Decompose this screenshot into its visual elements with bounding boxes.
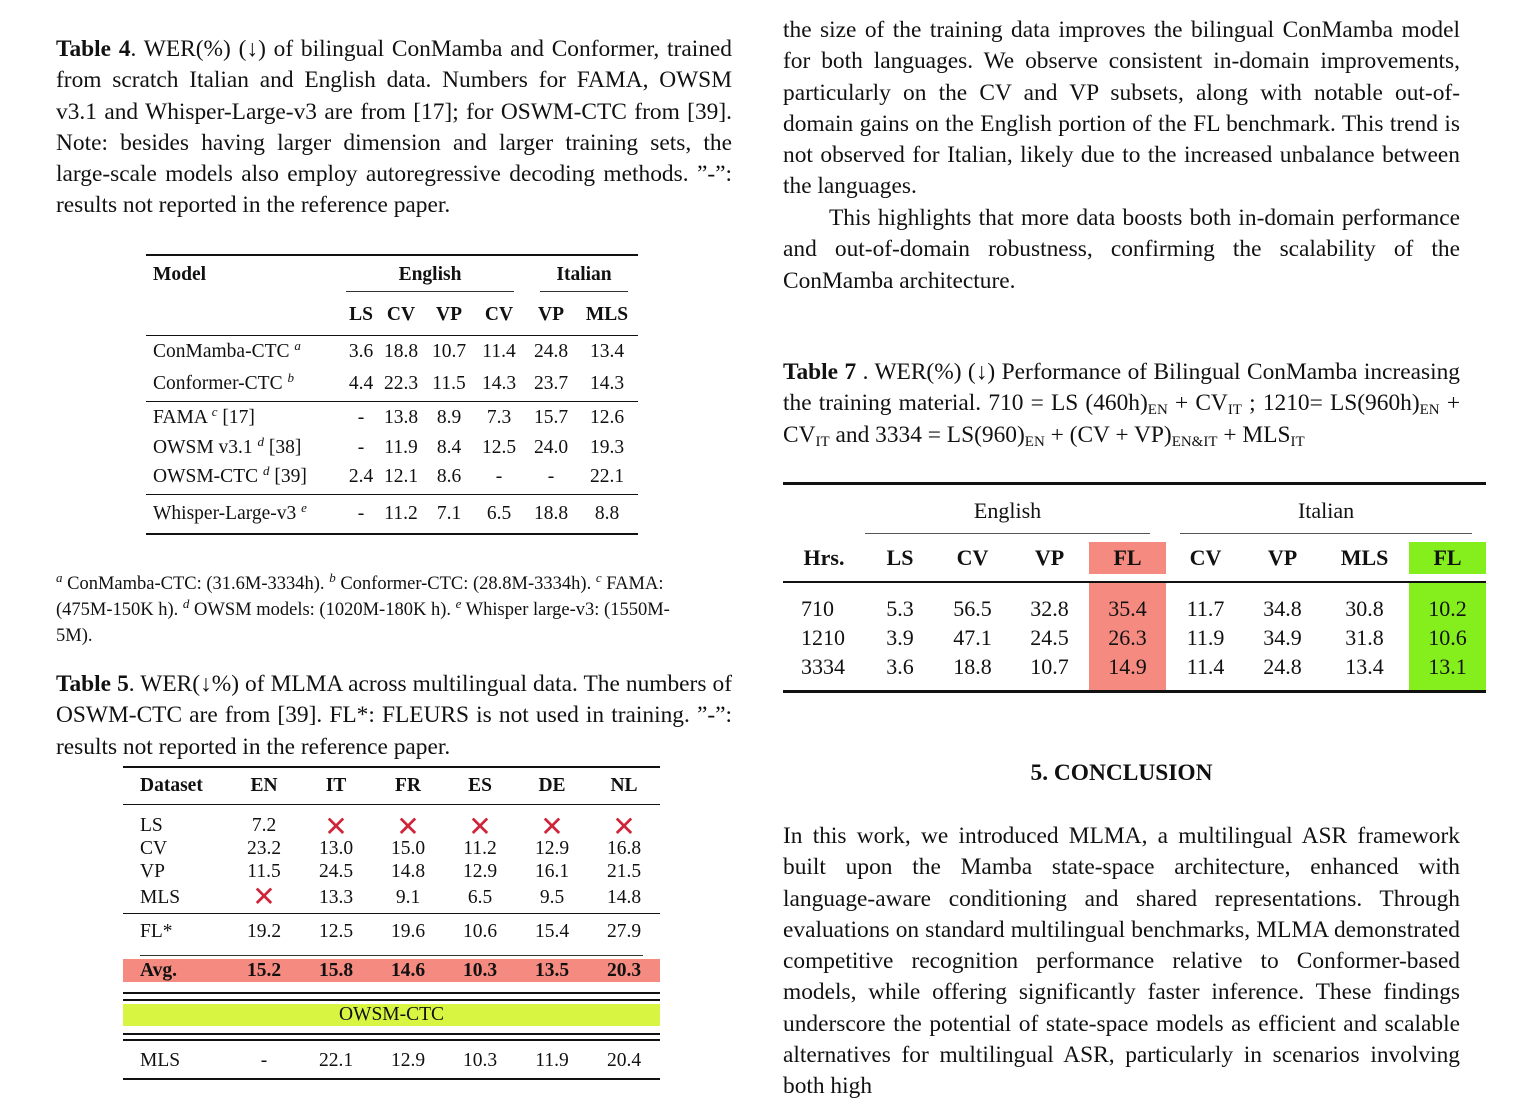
cell-value: 22.1 bbox=[589, 466, 625, 488]
cell-value: 16.1 bbox=[534, 860, 570, 882]
cell-value: 15.0 bbox=[390, 837, 426, 859]
column-header: MLS bbox=[585, 303, 629, 325]
divider bbox=[123, 982, 660, 1004]
column-header-model: Model bbox=[153, 264, 207, 285]
cell-value: 14.3 bbox=[481, 373, 517, 395]
footnote-mark: e bbox=[455, 596, 462, 611]
subscript: IT bbox=[1290, 433, 1305, 450]
cell-value: 23.7 bbox=[533, 373, 569, 395]
table4-label: Table 4 bbox=[56, 36, 131, 62]
subscript: EN bbox=[1024, 433, 1045, 450]
table-row bbox=[783, 622, 1486, 654]
cell-value: 13.4 bbox=[1345, 653, 1384, 679]
cell-value: 4.4 bbox=[348, 373, 374, 395]
cell-value: 24.8 bbox=[533, 340, 569, 362]
table4-footnotes bbox=[56, 571, 696, 649]
column-header: VP bbox=[1034, 544, 1065, 570]
subscript: EN bbox=[1147, 402, 1168, 419]
cell-value: 14.3 bbox=[589, 373, 625, 395]
caption-text: ; 1210= LS(960h) bbox=[1241, 390, 1420, 417]
caption-text: + CV bbox=[783, 390, 1461, 448]
table-row bbox=[783, 582, 1486, 622]
cell-value: 12.6 bbox=[589, 406, 625, 428]
cell-value: 24.5 bbox=[1030, 624, 1069, 650]
results-paragraph: the size of the training data improves the bilingual ConMamba model for both languages. We observe consistent in-domain improvements, particularly on the CV and VP subsets, along with notable out-of-domain gains on the English portion of the FL benchmark. This trend is not observed for Italian, likely due to the increased unbalance between the languages. bbox=[783, 17, 1460, 200]
footnote-text: Conformer-CTC: (28.8M-3334h). bbox=[335, 574, 596, 594]
column-header: FL bbox=[1089, 542, 1166, 574]
cell-value: 18.8 bbox=[383, 340, 419, 362]
cell-value: 3.9 bbox=[886, 624, 914, 650]
fl-row bbox=[123, 913, 660, 951]
column-header: CV bbox=[386, 303, 416, 325]
cell-value: 18.8 bbox=[953, 653, 992, 679]
subheader-row bbox=[146, 295, 638, 335]
double-rule bbox=[123, 1026, 660, 1043]
cell-value: 30.8 bbox=[1345, 595, 1384, 621]
model-name bbox=[146, 335, 346, 368]
column-header: VP bbox=[1267, 544, 1298, 570]
caption-text: . WER(%) (↓) Performance of Bilingual ConMamba increasing the training material. 710 = LS (460h) bbox=[783, 359, 1460, 417]
cell-value: 10.6 bbox=[1409, 622, 1486, 654]
cell-value: 13.3 bbox=[318, 886, 354, 908]
cell-value: 6.5 bbox=[467, 886, 493, 908]
scalability-paragraph: This highlights that more data boosts both in-domain performance and out-of-domain robustness, confirming the scalability of the ConMamba architecture. bbox=[783, 205, 1460, 294]
conclusion-paragraph: In this work, we introduced MLMA, a multilingual ASR framework built upon the Mamba state-space architecture, enhanced with language-aware conditioning and shared representations. Through evaluations on standard multilingual benchmarks, MLMA demonstrated competitive recognition performance relative to Conformer-based models, while offering significantly faster inference. These findings underscore the potential of state-space models as efficient and scalable alternatives for multilingual ASR, particularly in scenarios involving both high bbox=[783, 823, 1460, 1100]
footnote-text: OWSM models: (1020M-180K h). bbox=[189, 600, 456, 620]
model-label: FAMA bbox=[153, 406, 207, 428]
cell-value: 15.8 bbox=[318, 959, 354, 981]
conclusion-heading: 5. CONCLUSION bbox=[1030, 760, 1213, 786]
cell-value: 24.5 bbox=[318, 860, 354, 882]
cell-value: 11.4 bbox=[482, 340, 516, 362]
caption-text: + CV bbox=[1167, 390, 1228, 417]
cell-value: 6.5 bbox=[486, 502, 512, 524]
caption-text: + MLS bbox=[1217, 421, 1291, 448]
cell-value: 11.9 bbox=[1186, 624, 1225, 650]
table-row bbox=[146, 368, 638, 401]
column-header: FL bbox=[1409, 542, 1486, 574]
column-header: Dataset bbox=[140, 774, 203, 796]
cell-value: 3.6 bbox=[886, 653, 914, 679]
cross-icon: ✕ bbox=[540, 812, 564, 843]
cell-value: 5.3 bbox=[886, 595, 914, 621]
column-header: MLS bbox=[1340, 544, 1389, 570]
cell-value: 10.6 bbox=[462, 921, 498, 943]
cell-value: 14.8 bbox=[390, 860, 426, 882]
dataset-name: MLS bbox=[140, 1049, 181, 1071]
footnote-mark: b bbox=[329, 570, 336, 585]
subscript: EN&IT bbox=[1171, 433, 1218, 450]
cell-value: 9.5 bbox=[539, 886, 565, 908]
header-row bbox=[146, 255, 638, 295]
column-header: NL bbox=[610, 774, 638, 796]
cell-value: 20.4 bbox=[606, 1049, 642, 1071]
column-header: ES bbox=[468, 774, 492, 796]
divider bbox=[123, 1026, 660, 1043]
owsm-row bbox=[123, 1043, 660, 1079]
cell-value: 19.3 bbox=[589, 436, 625, 458]
cross-icon: ✕ bbox=[252, 881, 276, 913]
cell-value: 12.5 bbox=[481, 436, 517, 458]
footnote-mark: b bbox=[287, 370, 294, 386]
cell-value: - bbox=[260, 1049, 268, 1071]
table-row bbox=[123, 860, 660, 883]
cell-value: 12.5 bbox=[318, 921, 354, 943]
footnote-text: ConMamba-CTC: (31.6M-3334h). bbox=[62, 574, 330, 594]
spacer bbox=[783, 574, 1486, 582]
hours-value: 3334 bbox=[801, 653, 845, 679]
cell-value: 10.3 bbox=[462, 1049, 498, 1071]
table7-caption bbox=[783, 357, 1460, 451]
cell-value: - bbox=[357, 436, 365, 458]
table-row bbox=[123, 804, 660, 837]
model-label: ConMamba-CTC bbox=[153, 340, 290, 362]
cell-value: 8.6 bbox=[436, 466, 462, 488]
group-header-english: English bbox=[865, 484, 1166, 534]
table-row bbox=[146, 434, 638, 461]
cell-value: 22.3 bbox=[383, 373, 419, 395]
cell-value: 12.1 bbox=[383, 466, 419, 488]
spacer-row bbox=[783, 574, 1486, 582]
table-row bbox=[783, 654, 1486, 692]
footnote-text: FAMA: (475M-150K h). bbox=[56, 574, 664, 620]
group-header-english: English bbox=[376, 255, 526, 295]
cell-value: 11.9 bbox=[535, 1049, 569, 1071]
cell-value: 11.5 bbox=[432, 373, 466, 395]
cross-icon: ✕ bbox=[396, 812, 420, 843]
footnote-mark: c bbox=[211, 403, 218, 419]
table7 bbox=[783, 482, 1486, 693]
cell-value: 2.4 bbox=[348, 466, 374, 488]
cell-value: 34.9 bbox=[1263, 624, 1302, 650]
cell-value: 13.1 bbox=[1409, 654, 1486, 692]
cell-value: 22.1 bbox=[318, 1049, 354, 1071]
table5-caption-text: . WER(↓%) of MLMA across multilingual data. The numbers of OSWM-CTC are from [39]. FL*: FLEURS is not used in training. ”-”: results not reported in the reference paper. bbox=[56, 671, 732, 760]
cell-value: 32.8 bbox=[1030, 595, 1069, 621]
table-row bbox=[146, 335, 638, 368]
cell-value: 26.3 bbox=[1089, 622, 1166, 654]
cell-value: 21.5 bbox=[606, 860, 642, 882]
cell-value: 11.4 bbox=[1186, 653, 1225, 679]
cross-icon: ✕ bbox=[324, 812, 348, 843]
model-name bbox=[146, 368, 346, 401]
table-row bbox=[123, 883, 660, 913]
cell-value: - bbox=[357, 406, 365, 428]
dataset-name: CV bbox=[140, 837, 168, 859]
model-label: OWSM-CTC bbox=[153, 466, 259, 488]
cell-value: 24.0 bbox=[533, 436, 569, 458]
cell-value: 19.6 bbox=[390, 921, 426, 943]
cell-value: 7.2 bbox=[251, 815, 277, 836]
group-header-row bbox=[783, 484, 1486, 534]
separator bbox=[123, 951, 660, 959]
cell-value: 18.8 bbox=[533, 502, 569, 524]
column-header: LS bbox=[886, 544, 914, 570]
spacer-row bbox=[783, 534, 1486, 542]
section-label: OWSM-CTC bbox=[338, 1004, 445, 1025]
subscript: IT bbox=[1227, 402, 1242, 419]
cell-value: 34.8 bbox=[1263, 595, 1302, 621]
footnote-mark: a bbox=[56, 570, 63, 585]
cell-value: 3.6 bbox=[348, 340, 374, 362]
model-label: Conformer-CTC bbox=[153, 373, 283, 395]
dataset-name: LS bbox=[140, 815, 163, 836]
dataset-name: MLS bbox=[140, 886, 181, 908]
section-row bbox=[123, 1004, 660, 1026]
subscript: IT bbox=[815, 433, 830, 450]
cell-value: 11.5 bbox=[247, 860, 281, 882]
cell-value: 10.7 bbox=[1030, 653, 1069, 679]
dataset-name: FL* bbox=[140, 921, 173, 943]
cell-value: 35.4 bbox=[1089, 582, 1166, 622]
footnote-mark: e bbox=[301, 499, 307, 515]
model-name bbox=[146, 494, 346, 534]
cell-value: - bbox=[547, 466, 555, 488]
cell-value: 12.9 bbox=[462, 860, 498, 882]
avg-row bbox=[123, 959, 660, 982]
cell-value: 11.2 bbox=[463, 837, 497, 859]
cell-value: 9.1 bbox=[395, 886, 421, 908]
cell-value: 11.2 bbox=[384, 502, 418, 524]
cell-value: 8.8 bbox=[594, 502, 620, 524]
cell-value: 24.8 bbox=[1263, 653, 1302, 679]
cell-value: 10.3 bbox=[462, 959, 498, 981]
cell-value: 13.5 bbox=[534, 959, 570, 981]
model-label: OWSM v3.1 bbox=[153, 436, 253, 458]
cell-value: 8.4 bbox=[436, 436, 462, 458]
caption-text: + (CV + VP) bbox=[1044, 421, 1172, 448]
footnote-mark: a bbox=[294, 337, 301, 353]
footnote-text: Whisper large-v3: (1550M-5M). bbox=[56, 600, 670, 646]
table4-caption bbox=[56, 34, 732, 222]
column-header: Hrs. bbox=[803, 544, 845, 570]
table-row bbox=[146, 494, 638, 534]
header-row bbox=[123, 767, 660, 804]
column-header: DE bbox=[538, 774, 566, 796]
table4-caption-text: . WER(%) (↓) of bilingual ConMamba and Conformer, trained from scratch Italian and English data. Numbers for FAMA, OWSM v3.1 and Whisper-Large-v3 are from [17]; for OSWM-CTC from [39]. Note: besides having larger dimension and larger training sets, the large-scale models also employ autoregressive decoding methods. ”-”: results not reported in the reference paper. bbox=[56, 36, 732, 219]
model-name bbox=[146, 434, 346, 461]
cell-value: 19.2 bbox=[246, 921, 282, 943]
column-header: EN bbox=[250, 774, 278, 796]
citation: [38] bbox=[264, 436, 302, 458]
cross-icon: ✕ bbox=[612, 812, 636, 843]
cell-value: 20.3 bbox=[606, 959, 642, 981]
group-header-italian: Italian bbox=[1166, 484, 1486, 534]
group-header-italian: Italian bbox=[526, 255, 638, 295]
column-header: CV bbox=[956, 544, 989, 570]
spacer bbox=[783, 484, 865, 534]
model-name bbox=[146, 461, 346, 494]
cross-icon: ✕ bbox=[468, 812, 492, 843]
column-header: CV bbox=[484, 303, 514, 325]
column-header: LS bbox=[349, 303, 373, 325]
cell-value: 13.4 bbox=[589, 340, 625, 362]
cell-value: 14.9 bbox=[1089, 654, 1166, 692]
double-rule bbox=[123, 982, 660, 1004]
hours-value: 1210 bbox=[801, 624, 845, 650]
header-row bbox=[783, 542, 1486, 574]
cell-value: 10.7 bbox=[431, 340, 467, 362]
model-label: Whisper-Large-v3 bbox=[153, 502, 297, 524]
cell-value: 7.3 bbox=[486, 406, 512, 428]
cell-value: 23.2 bbox=[246, 837, 282, 859]
cell-value: 11.7 bbox=[1186, 595, 1225, 621]
table4 bbox=[146, 254, 638, 535]
cell-value: 56.5 bbox=[953, 595, 992, 621]
table-row bbox=[123, 837, 660, 860]
subscript: EN bbox=[1419, 402, 1440, 419]
divider bbox=[123, 951, 660, 959]
column-header: VP bbox=[436, 303, 462, 325]
cell-value: - bbox=[357, 502, 365, 524]
footnote-mark: d bbox=[262, 463, 270, 479]
cell-value: 15.7 bbox=[533, 406, 569, 428]
column-header: FR bbox=[395, 774, 421, 796]
table5-label: Table 5 bbox=[56, 671, 129, 697]
cell-value: 14.8 bbox=[606, 886, 642, 908]
spacer bbox=[783, 534, 1486, 542]
hours-value: 710 bbox=[801, 595, 834, 621]
caption-text: and 3334 = LS(960) bbox=[829, 421, 1025, 448]
footnote-mark: c bbox=[595, 570, 602, 585]
citation: [17] bbox=[217, 406, 255, 428]
table7-label: Table 7 bbox=[783, 359, 857, 385]
cell-value: 15.2 bbox=[246, 959, 282, 981]
table5-caption bbox=[56, 669, 732, 763]
column-header: VP bbox=[538, 303, 565, 325]
model-name bbox=[146, 401, 346, 434]
cell-value: 13.8 bbox=[383, 406, 419, 428]
dataset-name: Avg. bbox=[140, 959, 178, 981]
footnote-mark: d bbox=[182, 596, 190, 611]
dataset-name: VP bbox=[140, 860, 165, 882]
table5 bbox=[123, 766, 660, 1080]
cell-value: 27.9 bbox=[606, 921, 642, 943]
cell-value: - bbox=[495, 466, 503, 488]
cell-value: 7.1 bbox=[436, 502, 462, 524]
column-header: CV bbox=[1189, 544, 1222, 570]
cell-value: 8.9 bbox=[436, 406, 462, 428]
column-header: IT bbox=[325, 774, 347, 796]
cell-value: 11.9 bbox=[384, 436, 418, 458]
table-row bbox=[146, 401, 638, 434]
table-row bbox=[146, 461, 638, 494]
cell-value: 31.8 bbox=[1345, 624, 1384, 650]
cell-value: 14.6 bbox=[390, 959, 426, 981]
column-header bbox=[146, 295, 346, 335]
cell-value: 16.8 bbox=[606, 837, 642, 859]
cell-value: 12.9 bbox=[534, 837, 570, 859]
cell-value: 12.9 bbox=[390, 1049, 426, 1071]
citation: [39] bbox=[269, 466, 307, 488]
cell-value: 10.2 bbox=[1409, 582, 1486, 622]
cell-value: 13.0 bbox=[318, 837, 354, 859]
footnote-mark: d bbox=[257, 433, 265, 449]
cell-value: 15.4 bbox=[534, 921, 570, 943]
cell-value: 47.1 bbox=[953, 624, 992, 650]
